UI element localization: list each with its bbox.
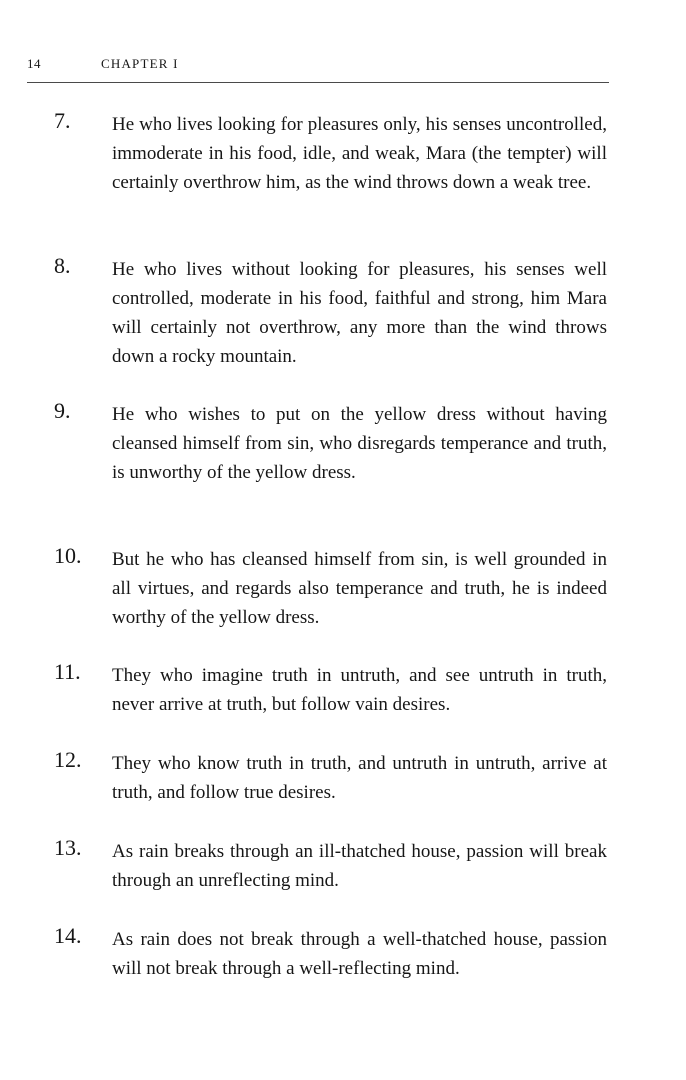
verse-text: But he who has cleansed himself from sin, is well grounded in all virtues, and regards also temperance and truth, he is indeed worthy of the yellow dress.: [112, 549, 607, 628]
verse-number: 13.: [54, 835, 82, 860]
verse-text: He who lives without looking for pleasures, his senses well controlled, moderate in his food, faithful and strong, him Mara will certainly not overthrow, any more than the wind throws down a rocky mountain.: [112, 259, 607, 367]
verse-number: 12.: [54, 747, 82, 772]
page-number: 14: [27, 56, 41, 71]
verse-number: 7.: [54, 108, 71, 133]
verse-number: 10.: [54, 543, 82, 568]
verse-number: 8.: [54, 253, 71, 278]
verse-text: They who know truth in truth, and untruth in untruth, arrive at truth, and follow true desires.: [112, 753, 607, 803]
verse-text: As rain does not break through a well-thatched house, passion will not break through a well-reflecting mind.: [112, 929, 607, 979]
verse-text: They who imagine truth in untruth, and see untruth in truth, never arrive at truth, but follow vain desires.: [112, 665, 607, 715]
verse-number: 14.: [54, 923, 82, 948]
verse-number: 9.: [54, 398, 71, 423]
verse-text: He who wishes to put on the yellow dress without having cleansed himself from sin, who disregards temperance and truth, is unworthy of the yellow dress.: [112, 404, 607, 483]
running-head: CHAPTER I: [101, 56, 179, 71]
verse-text: He who lives looking for pleasures only, his senses uncontrolled, immoderate in his food, idle, and weak, Mara (the tempter) will certainly overthrow him, as the wind throws down a weak tree.: [112, 114, 607, 193]
verse-number: 11.: [54, 659, 81, 684]
verse-text: As rain breaks through an ill-thatched house, passion will break through an unreflecting mind.: [112, 841, 607, 891]
